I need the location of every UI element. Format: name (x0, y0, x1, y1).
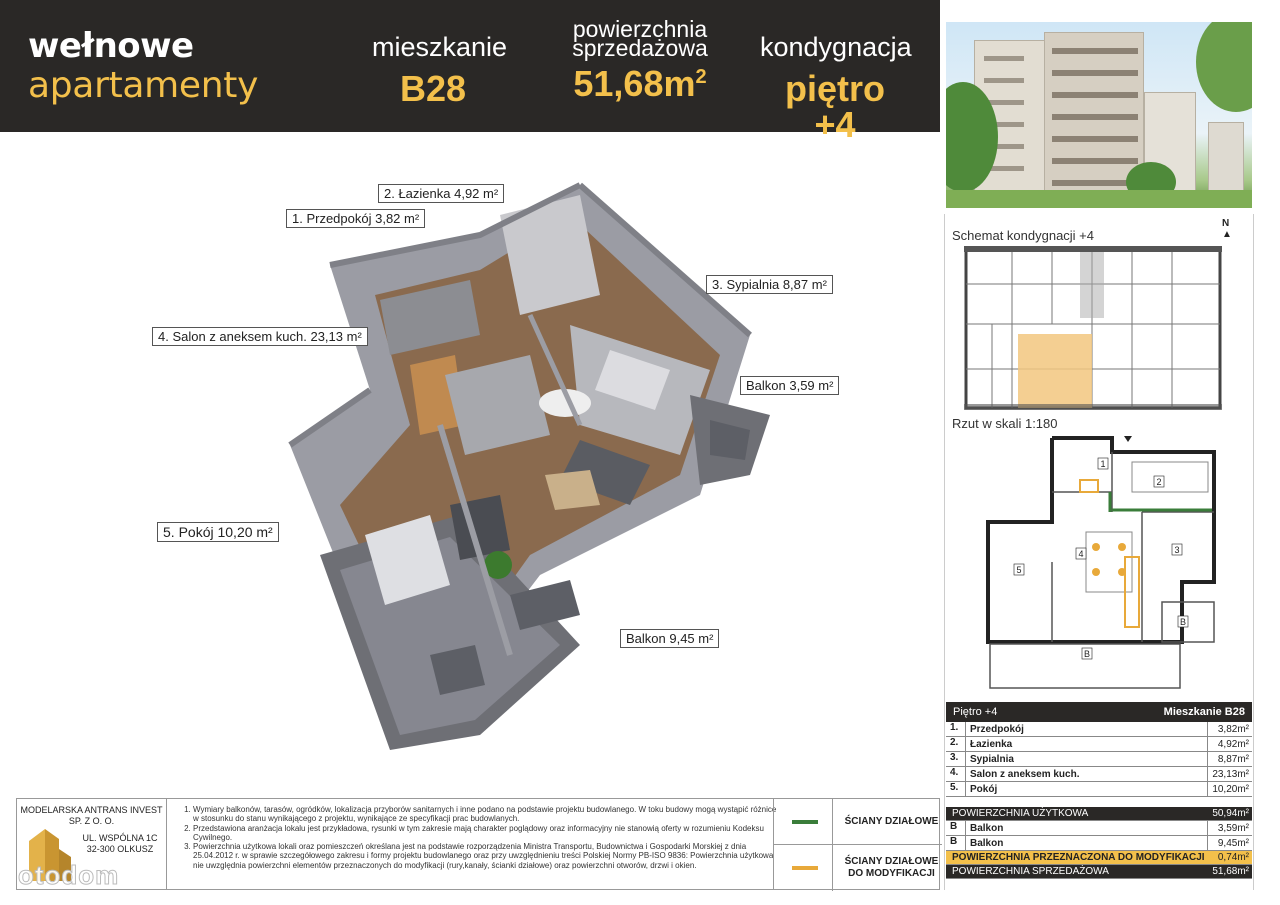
header-bar (0, 0, 940, 145)
table-header (946, 702, 1252, 722)
room-num: 4. (946, 767, 966, 781)
usable-value: 50,94m² (1212, 808, 1249, 819)
area-label-2: sprzedażowa (572, 35, 708, 61)
area-table (946, 702, 1252, 879)
orange-swatch (792, 866, 818, 870)
brand-logo (28, 26, 258, 106)
plan-num-2: 2 (1156, 477, 1162, 487)
watermark-logo: otodom (18, 860, 120, 890)
brand-line2: apartamenty (28, 65, 259, 106)
sales-label: POWIERZCHNIA SPRZEDAŻOWA (952, 866, 1109, 877)
balcony-name: Balkon (966, 836, 1208, 850)
floor-info (760, 34, 910, 143)
balcony-area: 9,45m² (1217, 837, 1249, 849)
legend-modification (774, 845, 942, 891)
plan-num-1: 1 (1100, 459, 1106, 469)
company-line1: MODELARSKA ANTRANS INVEST (20, 805, 163, 815)
room-num: 1. (946, 722, 966, 736)
label-room5: 5. Pokój 10,20 m² (157, 522, 279, 542)
plan-num-b2: B (1179, 617, 1187, 627)
isometric-floor-plan (280, 175, 790, 755)
apartment-label: mieszkanie (372, 32, 508, 62)
apartment-info (372, 32, 508, 109)
apartment-plan-schematic (982, 432, 1218, 692)
area-value: 51,68m (573, 63, 696, 104)
plan-num-5: 5 (1016, 565, 1022, 575)
balcony-row (946, 821, 1252, 836)
scale-title: Rzut w skali 1:180 (952, 416, 1058, 431)
table-apartment: Mieszkanie B28 (1163, 706, 1245, 718)
room-num: 2. (946, 737, 966, 751)
footer-notes (177, 805, 777, 870)
modification-label: POWIERZCHNIA PRZEZNACZONA DO MODYFIKACJI (952, 852, 1205, 863)
room-name: Sypialnia (966, 752, 1208, 766)
table-floor: Piętro +4 (953, 706, 998, 718)
north-arrow-icon: N ▲ (1222, 218, 1232, 240)
label-hallway: 1. Przedpokój 3,82 m² (286, 209, 425, 228)
legend-modification-1: ŚCIANY DZIAŁOWE (844, 856, 939, 867)
area-info (570, 16, 710, 104)
room-area: 23,13m² (1212, 768, 1249, 780)
room-area: 4,92m² (1217, 738, 1249, 750)
note-2: 2. Przedstawiona aranżacja lokalu jest przykładowa, rysunki w tym zakresie mają charakter poglądowy oraz informacyjny nie stanowią oferty w rozumieniu Kodeksu Cywilnego. (193, 824, 777, 843)
note-3: 3. Powierzchnia użytkowa lokali oraz pomieszczeń określana jest na podstawie rozporządzenia Ministra Transportu, Budownictwa i Gospodarki Morskiej z dnia 25.04.2012 r. w sprawie szczegółowego zakresu i formy projektu budowlanego oraz przy uwzględnieniu treści Polskiej Normy PB-ISO 9836: Powierzchnia użytkowa nie uwzględnia powierzchni elementów przeznaczonych do modyfikacji (rury,kanały, ścianki działowe) oraz powierzchni otworów, drzwi i okien. (193, 842, 777, 870)
address-line1: UL. WSPÓLNA 1C (82, 833, 158, 843)
label-salon: 4. Salon z aneksem kuch. 23,13 m² (152, 327, 368, 346)
floor-schema-plan (962, 244, 1224, 414)
label-balcony-small: Balkon 3,59 m² (740, 376, 839, 395)
plan-num-4: 4 (1078, 549, 1084, 559)
area-unit-sup: 2 (695, 66, 707, 88)
address-line2: 32-300 OLKUSZ (86, 844, 154, 854)
plan-num-b1: B (1083, 649, 1091, 659)
balcony-num: B (946, 836, 966, 850)
table-row (946, 782, 1252, 797)
legend-modification-label (832, 845, 942, 891)
table-row (946, 752, 1252, 767)
legend-modification-2: DO MODYFIKACJI (848, 868, 935, 879)
modification-value: 0,74m² (1217, 852, 1249, 863)
room-name: Pokój (966, 782, 1208, 796)
usable-label: POWIERZCHNIA UŻYTKOWA (952, 808, 1089, 819)
balcony-name: Balkon (966, 821, 1208, 835)
balcony-row (946, 836, 1252, 851)
area-label-1: powierzchnia (572, 16, 708, 42)
room-name: Przedpokój (966, 722, 1208, 736)
room-num: 5. (946, 782, 966, 796)
isometric-plan-drawing (280, 175, 790, 755)
table-row (946, 737, 1252, 752)
apartment-value: B28 (399, 68, 467, 109)
modification-area-row (946, 851, 1252, 865)
note-1: 1. Wymiary balkonów, tarasów, ogródków, lokalizacja przyborów sanitarnych i inne podano na podstawie projektu budowlanego. W toku budowy mogą wystąpić różnice w stosunku do stanu wynikającego z projektu, wynikające ze specyfikacji prac budowlanych. (193, 805, 777, 824)
room-name: Łazienka (966, 737, 1208, 751)
room-area: 3,82m² (1217, 723, 1249, 735)
brand-line1: wełnowe (28, 26, 194, 66)
green-swatch (792, 820, 818, 824)
legend-partition-label: ŚCIANY DZIAŁOWE (832, 799, 942, 845)
room-area: 8,87m² (1217, 753, 1249, 765)
room-name: Salon z aneksem kuch. (966, 767, 1208, 781)
label-bathroom: 2. Łazienka 4,92 m² (378, 184, 504, 203)
sales-value: 51,68m² (1212, 866, 1249, 877)
balcony-num: B (946, 821, 966, 835)
table-row (946, 767, 1252, 782)
plan-num-3: 3 (1174, 545, 1180, 555)
room-area: 10,20m² (1212, 783, 1249, 795)
label-bedroom: 3. Sypialnia 8,87 m² (706, 275, 833, 294)
floor-value: piętro +4 (784, 68, 885, 145)
wall-legend (773, 799, 941, 889)
label-balcony-large: Balkon 9,45 m² (620, 629, 719, 648)
balcony-area: 3,59m² (1217, 822, 1249, 834)
table-row (946, 722, 1252, 737)
usable-area-row (946, 807, 1252, 821)
legend-partition (774, 799, 942, 845)
sales-area-row (946, 865, 1252, 879)
room-num: 3. (946, 752, 966, 766)
company-line2: SP. Z O. O. (68, 816, 115, 826)
floor-label: kondygnacja (760, 32, 912, 62)
footer (16, 798, 940, 890)
building-render-image (946, 22, 1252, 208)
floor-schema-title: Schemat kondygnacji +4 (952, 228, 1095, 243)
